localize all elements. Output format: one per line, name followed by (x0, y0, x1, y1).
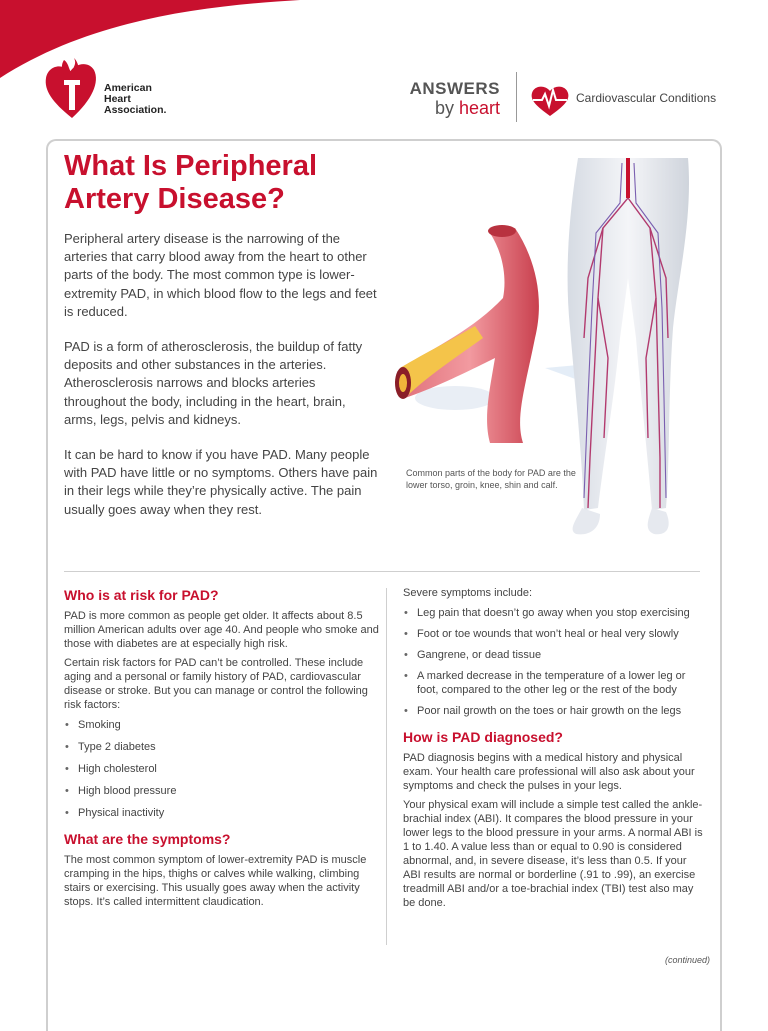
intro-text (64, 230, 380, 536)
risk-factor-list (64, 718, 379, 820)
diagnosis-paragraph: PAD diagnosis begins with a medical history and physical exam. Your health care professional will also ask about your symptoms and check the pulses in your legs. (403, 752, 695, 792)
risk-paragraph: Certain risk factors for PAD can’t be controlled. These include aging and a personal or family history of PAD, cardiovascular disease or stroke. But you can manage or control the following risk factors: (64, 657, 368, 711)
right-column (403, 586, 703, 915)
section-divider (64, 571, 700, 572)
list-item: • Poor nail growth on the toes or hair growth on the legs (403, 704, 703, 718)
diagnosis-paragraph: Your physical exam will include a simple test called the ankle-brachial index (ABI). It compares the blood pressure in your lower legs to the blood pressure in your arms. A normal ABI is 1 to 1.40. A value less than or equal to 0.90 is considered abnormal, and, in severe disease, it’s less than 0.5. If your ABI results are normal or borderline (.91 to .99), an exercise treadmill ABI and/or a toe-brachial index (TBI) test also may be done. (403, 799, 703, 909)
list-item: • Type 2 diabetes (64, 740, 379, 754)
list-item: • Smoking (64, 718, 379, 732)
symptoms-heading: What are the symptoms? (64, 831, 231, 847)
category-label: Cardiovascular Conditions (576, 91, 717, 105)
diagnosis-heading: How is PAD diagnosed? (403, 729, 563, 745)
symptoms-paragraph: The most common symptom of lower-extremity PAD is muscle cramping in the hips, thighs or calves while walking, climbing stairs or exercising. This usually goes away when the activity stops. It’s called intermittent claudication. (64, 854, 367, 908)
illustration-caption: Common parts of the body for PAD are the lower torso, groin, knee, shin and calf. (406, 468, 576, 490)
org-name-line3: Association. (104, 104, 167, 116)
intro-paragraph: It can be hard to know if you have PAD. Many people with PAD have little or no symptoms. Others have pain in their legs while they’re physically active. The pain usually goes away when they rest. (64, 447, 378, 517)
header-divider (516, 72, 517, 122)
intro-paragraph: PAD is a form of atherosclerosis, the buildup of fatty deposits and other substances in the arteries. Atherosclerosis narrows and blocks arteries throughout the body, including in the heart, brain, arms, legs, pelvis and kidneys. (64, 339, 363, 427)
risk-paragraph: PAD is more common as people get older. It affects about 8.5 million American adults over age 40. And people who smoke and those with diabetes are at especially high risk. (64, 610, 379, 650)
intro-paragraph: Peripheral artery disease is the narrowing of the arteries that carry blood away from the heart to other parts of the body. The most common type is lower-extremity PAD, in which blood flow to the legs and feet is reduced. (64, 231, 377, 319)
continued-note: (continued) (664, 955, 710, 965)
org-name-line1: American (104, 82, 152, 94)
column-divider (386, 588, 387, 945)
aha-wordmark (104, 83, 166, 116)
page-title: What Is Peripheral Artery Disease? (64, 150, 318, 215)
severe-symptoms-intro: Severe symptoms include: (403, 587, 532, 599)
list-item: • Foot or toe wounds that won’t heal or heal very slowly (403, 627, 703, 641)
heart-torch-logo-icon (44, 56, 100, 122)
list-item: • A marked decrease in the temperature of a lower leg or foot, compared to the other leg or the rest of the body (403, 669, 703, 697)
list-item: • Physical inactivity (64, 806, 379, 820)
severe-symptoms-list (403, 606, 703, 718)
heart-pulse-icon (530, 84, 570, 118)
list-item: • Gangrene, or dead tissue (403, 648, 703, 662)
org-name-line2: Heart (104, 93, 131, 105)
answers-by-heart-logo (404, 79, 500, 117)
answers-wordmark: ANSWERS (409, 79, 500, 98)
list-item: • High blood pressure (64, 784, 379, 798)
list-item: • Leg pain that doesn’t go away when you stop exercising (403, 606, 703, 620)
left-column (64, 586, 379, 914)
by-heart-wordmark: by heart (434, 98, 500, 118)
risk-heading: Who is at risk for PAD? (64, 587, 219, 603)
list-item: • High cholesterol (64, 762, 379, 776)
